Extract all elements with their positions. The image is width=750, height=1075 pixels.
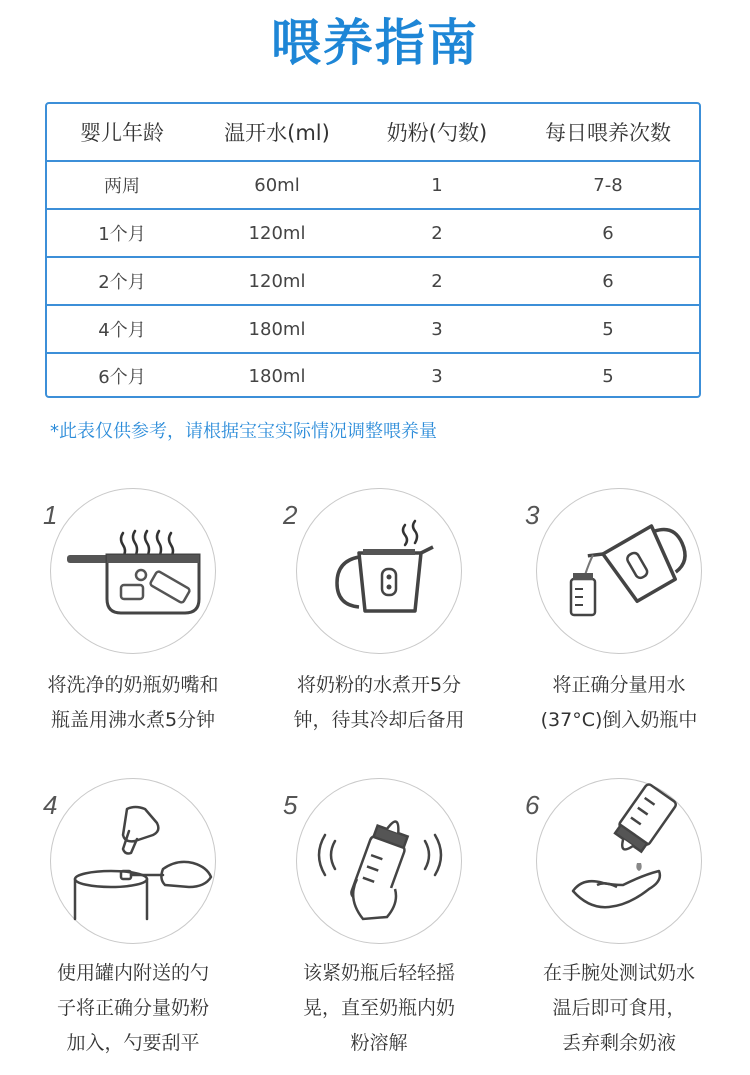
caption-line: 子将正确分量奶粉 (56, 997, 209, 1019)
table-note: *此表仅供参考，请根据宝宝实际情况调整喂养量 (50, 421, 437, 442)
step-2 (279, 488, 479, 748)
table-row (47, 258, 699, 304)
shake-bottle-icon (297, 779, 463, 945)
step-number: 6 (525, 790, 540, 820)
caption-line: (37°C)倒入奶瓶中 (540, 709, 698, 731)
caption-line: 钟，待其冷却后备用 (293, 709, 465, 731)
step-illustration (50, 778, 216, 944)
step-illustration (536, 488, 702, 654)
step-caption (13, 956, 253, 1061)
step-number: 2 (283, 500, 298, 530)
cell-powder: 2 (431, 270, 443, 292)
caption-line: 加入，勺要刮平 (66, 1032, 200, 1054)
table-row (47, 210, 699, 256)
header-powder: 奶粉(勺数) (386, 121, 488, 145)
caption-line: 粉溶解 (350, 1032, 408, 1054)
step-illustration (296, 488, 462, 654)
boiling-pot-icon (51, 489, 217, 655)
cell-powder: 3 (431, 365, 443, 387)
wrist-test-icon (537, 779, 703, 945)
cell-feeds: 5 (602, 365, 614, 387)
caption-line: 该紧奶瓶后轻轻摇 (302, 962, 455, 984)
cell-age: 两周 (104, 176, 140, 197)
step-illustration (296, 778, 462, 944)
step-illustration (536, 778, 702, 944)
header-age: 婴儿年龄 (80, 121, 164, 145)
cell-water: 60ml (254, 174, 300, 196)
step-illustration (50, 488, 216, 654)
cell-powder: 2 (431, 222, 443, 244)
step-number: 4 (43, 790, 58, 820)
cell-water: 180ml (248, 365, 306, 387)
cell-water: 120ml (248, 222, 306, 244)
table-header-row (47, 104, 699, 160)
step-caption (259, 668, 499, 738)
cell-age: 2个月 (98, 272, 146, 293)
caption-line: 晃，直至奶瓶内奶 (302, 997, 455, 1019)
header-feeds: 每日喂养次数 (545, 121, 671, 145)
caption-line: 将奶粉的水煮开5分 (296, 674, 462, 696)
cell-feeds: 5 (602, 318, 614, 340)
step-caption (13, 668, 253, 738)
caption-line: 丢弃剩余奶液 (561, 1032, 676, 1054)
caption-line: 将正确分量用水 (552, 674, 686, 696)
caption-line: 在手腕处测试奶水 (542, 962, 695, 984)
cell-age: 6个月 (98, 367, 146, 388)
cell-powder: 1 (431, 174, 443, 196)
step-number: 3 (525, 500, 540, 530)
cell-water: 120ml (248, 270, 306, 292)
table-row (47, 306, 699, 352)
feeding-table (45, 102, 701, 398)
scoop-powder-icon (51, 779, 217, 945)
step-4 (33, 778, 233, 1070)
page-title: 喂养指南 (271, 14, 479, 72)
pour-water-icon (537, 489, 703, 655)
step-5 (279, 778, 479, 1070)
step-1 (33, 488, 233, 748)
table-row (47, 162, 699, 208)
step-3 (519, 488, 719, 748)
step-number: 1 (43, 500, 58, 530)
step-caption (499, 668, 739, 738)
kettle-icon (297, 489, 463, 655)
step-6 (519, 778, 719, 1070)
step-number: 5 (283, 790, 298, 820)
cell-feeds: 7-8 (593, 174, 623, 196)
cell-powder: 3 (431, 318, 443, 340)
table-row (47, 354, 699, 398)
cell-water: 180ml (248, 318, 306, 340)
cell-feeds: 6 (602, 222, 614, 244)
caption-line: 温后即可食用， (552, 997, 686, 1019)
step-caption (499, 956, 739, 1061)
caption-line: 将洗净的奶瓶奶嘴和 (47, 674, 219, 696)
caption-line: 瓶盖用沸水煮5分钟 (50, 709, 216, 731)
header-water: 温开水(ml) (224, 121, 330, 145)
step-caption (259, 956, 499, 1061)
cell-age: 4个月 (98, 320, 146, 341)
caption-line: 使用罐内附送的勺 (56, 962, 209, 984)
cell-age: 1个月 (98, 224, 146, 245)
cell-feeds: 6 (602, 270, 614, 292)
